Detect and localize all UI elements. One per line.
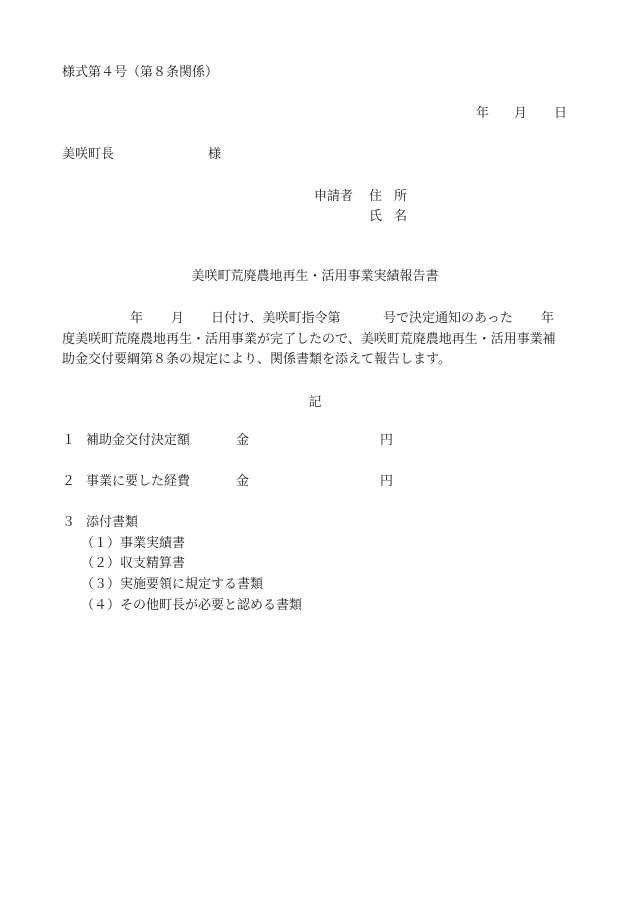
item-kin: 金: [236, 433, 250, 448]
item-yen: 円: [380, 433, 394, 448]
applicant-label: 申請者: [314, 189, 354, 204]
document-title: 美咲町荒廃農地再生・活用事業実績報告書: [191, 269, 439, 284]
applicant-address-label: 住所: [369, 189, 420, 204]
ki-heading: 記: [308, 395, 322, 410]
body-fiscal-year-label: 年: [541, 311, 555, 326]
addressee-name: 美咲町長: [62, 147, 115, 162]
item-kin: 金: [236, 474, 250, 489]
body-month-label: 月: [171, 311, 185, 326]
date-month-label: 月: [514, 106, 528, 121]
item-number: １: [62, 433, 76, 448]
item-label: 補助金交付決定額: [86, 433, 191, 448]
attachments-label: 添付書類: [86, 515, 139, 530]
item-label: 事業に要した経費: [86, 474, 191, 489]
attachment-item: （２）収支精算書: [81, 556, 186, 571]
body-number-label: 号で決定通知のあった: [383, 311, 513, 326]
form-number: 様式第４号（第８条関係）: [62, 65, 219, 80]
attachment-item: （４）その他町長が必要と認める書類: [81, 598, 303, 613]
item-yen: 円: [380, 474, 394, 489]
attachments-number: ３: [62, 515, 76, 530]
body-line-3: 助金交付要綱第８条の規定により、関係書類を添えて報告します。: [62, 352, 451, 367]
applicant-name-label: 氏名: [369, 209, 420, 224]
body-year-label: 年: [130, 311, 144, 326]
date-day-label: 日: [554, 106, 568, 121]
attachment-item: （３）実施要領に規定する書類: [81, 577, 264, 592]
date-year-label: 年: [476, 106, 490, 121]
body-line-2: 度美咲町荒廃農地再生・活用事業が完了したので、美咲町荒廃農地再生・活用事業補: [62, 332, 556, 347]
item-number: ２: [62, 474, 76, 489]
attachment-item: （１）事業実績書: [81, 536, 186, 551]
addressee-honorific: 様: [208, 147, 222, 162]
body-day-label: 日付け、美咲町指令第: [211, 311, 341, 326]
